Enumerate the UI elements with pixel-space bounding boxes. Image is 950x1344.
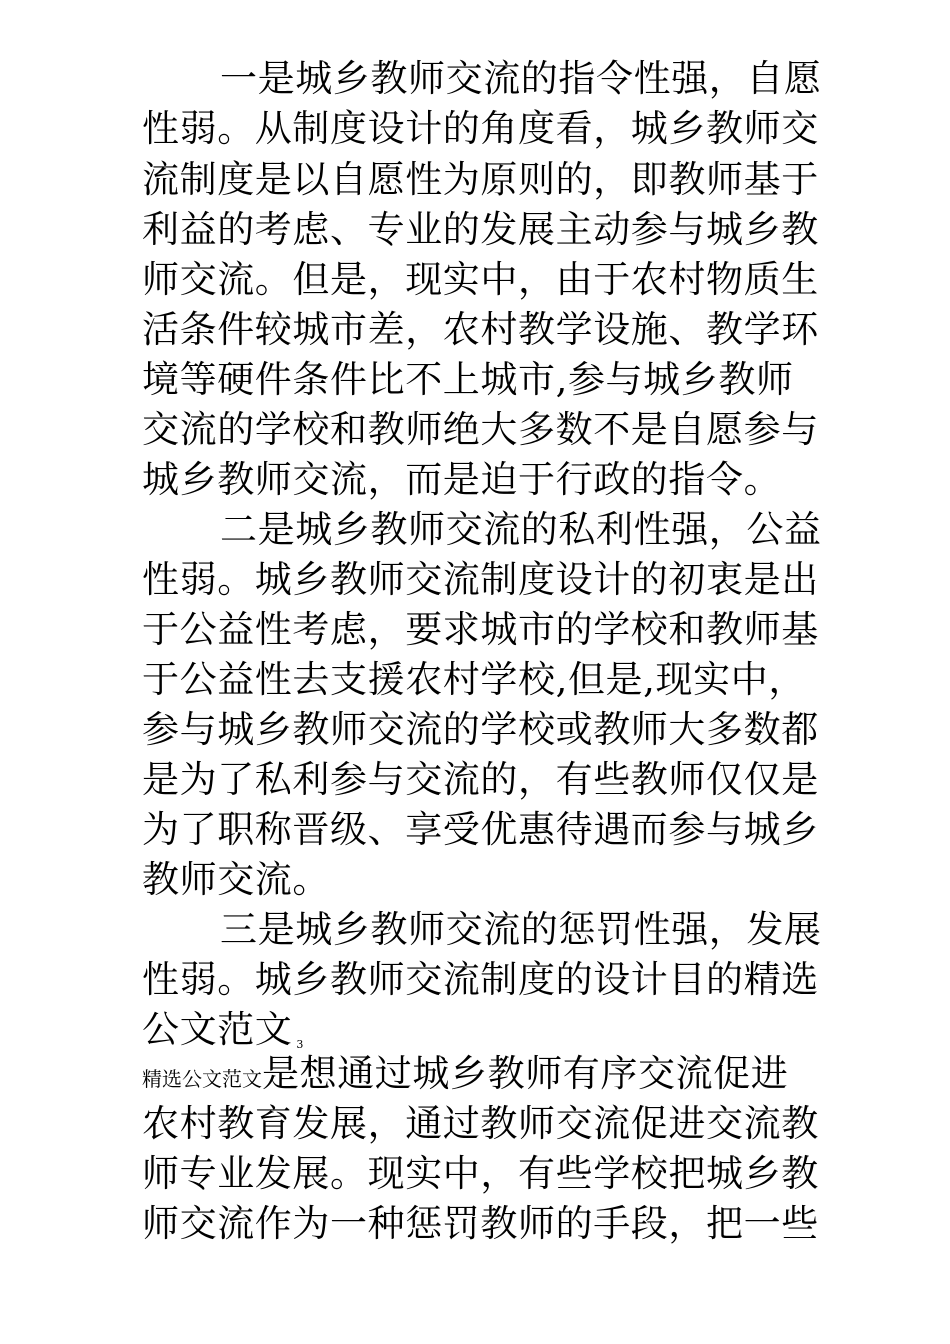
paragraph-2-line-6: 是为了私利参与交流的，有些教师仅仅是 xyxy=(142,758,819,801)
paragraph-2-line-1: 二是城乡教师交流的私利性强，公益 xyxy=(220,508,822,551)
paragraph-3-continuation-line-4: 师交流作为一种惩罚教师的手段，把一些 xyxy=(142,1202,819,1245)
paragraph-3-line-3-text: 公文范文 xyxy=(142,1008,293,1051)
paragraph-1-line-9: 城乡教师交流，而是迫于行政的指令。 xyxy=(142,458,782,501)
paragraph-3-continuation-line-1 xyxy=(142,1052,789,1095)
paragraph-3-continuation-line-2: 农村教育发展，通过教师交流促进交流教 xyxy=(142,1102,819,1145)
paragraph-2-line-2: 性弱。城乡教师交流制度设计的初衷是出 xyxy=(142,558,819,601)
paragraph-3-line-2: 性弱。城乡教师交流制度的设计目的精选 xyxy=(142,958,819,1001)
paragraph-2-line-4: 于公益性去支援农村学校,但是,现实中， xyxy=(142,658,806,701)
paragraph-1-line-4: 利益的考虑、专业的发展主动参与城乡教 xyxy=(142,208,819,251)
paragraph-3-continuation-line-1-text: 是想通过城乡教师有序交流促进 xyxy=(262,1052,789,1095)
header-label-small: 精选公文范文 xyxy=(142,1067,262,1091)
paragraph-1-line-8: 交流的学校和教师绝大多数不是自愿参与 xyxy=(142,408,819,451)
paragraph-1-line-5: 师交流。但是，现实中，由于农村物质生 xyxy=(142,258,819,301)
paragraph-3-line-3 xyxy=(142,1008,304,1051)
paragraph-2-line-8: 教师交流。 xyxy=(142,858,330,901)
paragraph-2-line-3: 于公益性考虑，要求城市的学校和教师基 xyxy=(142,608,819,651)
paragraph-1-line-2: 性弱。从制度设计的角度看，城乡教师交 xyxy=(142,107,819,150)
footnote-number: 3 xyxy=(296,1038,304,1051)
paragraph-3-continuation-line-3: 师专业发展。现实中，有些学校把城乡教 xyxy=(142,1152,819,1195)
paragraph-1-line-7: 境等硬件条件比不上城市,参与城乡教师 xyxy=(142,358,794,401)
paragraph-2-line-7: 为了职称晋级、享受优惠待遇而参与城乡 xyxy=(142,808,819,851)
paragraph-3-line-1: 三是城乡教师交流的惩罚性强，发展 xyxy=(220,908,822,951)
paragraph-2-line-5: 参与城乡教师交流的学校或教师大多数都 xyxy=(142,708,819,751)
paragraph-1-line-1: 一是城乡教师交流的指令性强，自愿 xyxy=(220,57,822,100)
paragraph-1-line-3: 流制度是以自愿性为原则的，即教师基于 xyxy=(142,158,819,201)
paragraph-1-line-6: 活条件较城市差，农村教学设施、教学环 xyxy=(142,308,819,351)
